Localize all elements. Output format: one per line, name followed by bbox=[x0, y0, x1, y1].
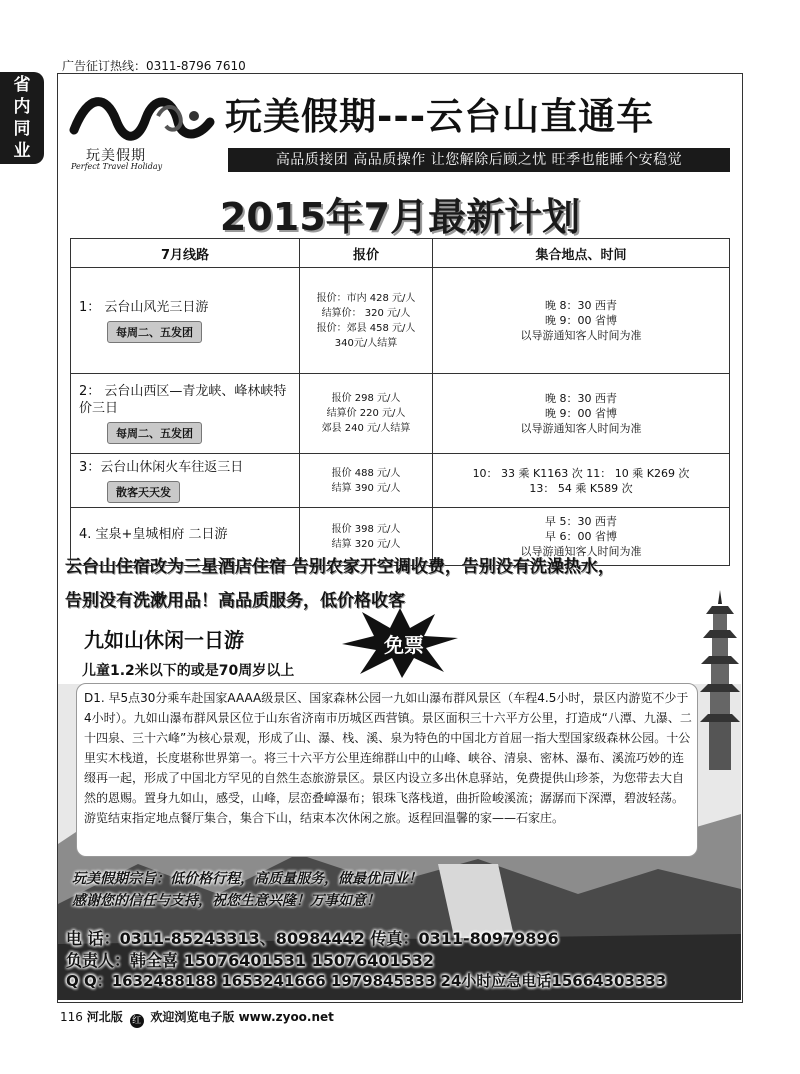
edition-label: 河北版 bbox=[86, 1010, 123, 1024]
meeting-line: 晚 8：30 西青 bbox=[545, 392, 617, 405]
price-cell bbox=[300, 374, 433, 454]
meeting-line: 以导游通知客人时间为准 bbox=[520, 545, 642, 558]
meeting-line: 10： 33 乘 K1163 次 11： 10 乘 K269 次 bbox=[472, 466, 690, 480]
pagoda-icon bbox=[700, 590, 740, 770]
departure-badge: 每周二、五发团 bbox=[107, 321, 202, 343]
col-header-price: 报价 bbox=[300, 239, 433, 268]
slogan-banner: 高品质接团 高品质操作 让您解除后顾之忧 旺季也能睡个安稳觉 bbox=[228, 148, 730, 172]
contact-qq: Q Q：1632488188 1653241666 1979845333 24小时应急电话15664303333 bbox=[66, 972, 667, 990]
price-line: 结算价： 320 元/人 bbox=[321, 307, 411, 319]
price-line: 结算 320 元/人 bbox=[331, 538, 401, 550]
logo-text-en: Perfect Travel Holiday bbox=[71, 162, 163, 171]
meeting-line: 晚 9：00 省博 bbox=[545, 314, 617, 327]
motto-line2: 感谢您的信任与支持，祝您生意兴隆！万事如意！ bbox=[72, 893, 380, 909]
price-cell bbox=[300, 268, 433, 374]
route-name: 3：云台山休闲火车往返三日 bbox=[79, 459, 244, 475]
side-tab-char: 同 bbox=[13, 119, 31, 139]
departure-badge: 每周二、五发团 bbox=[107, 422, 202, 444]
route-cell bbox=[71, 374, 300, 454]
itinerary-text: D1. 早5点30分乘车赴国家AAAA级景区、国家森林公园一九如山瀑布群风景区（车程4.5小时，景区内游览不少于4小时）。九如山瀑布群风景区位于山东省济南市历城区西营镇。景区面积三十六平方公里，打造成“八潭、九瀑、二十四泉、三十六峰”为核心景观，形成了山、瀑、栈、溪、泉为特色的中国北方首屈一指大型国家级森林公园。十公里实木栈道，长度堪称世界第一。将三十六平方公里连绵群山中的山峰、峡谷、清泉、密林、瀑布、溪流巧妙的连缀再一起，形成了中国北方罕见的自然生态旅游景区。景区内设立多出休息驿站，免费提供山珍茶，为您带去大自然的恩赐。置身九如山，感受，山峰，层峦叠嶂瀑布；银珠飞落栈道，曲折险峻溪流；潺潺而下深潭，碧波轻荡。游览结束指定地点餐厅集合，集合下山，结束本次休闲之旅。返程回温馨的家——石家庄。 bbox=[84, 691, 692, 825]
meeting-line: 以导游通知客人时间为准 bbox=[520, 422, 642, 435]
col-header-route: 7月线路 bbox=[71, 239, 300, 268]
jiuru-subtitle: 儿童1.2米以下的或是70周岁以上 bbox=[82, 663, 295, 679]
motto-line1: 玩美假期宗旨：低价格行程，高质量服务，做最优同业！ bbox=[72, 871, 422, 887]
side-tab-char: 业 bbox=[13, 141, 31, 161]
routes-table bbox=[70, 238, 730, 566]
price-line: 结算 390 元/人 bbox=[331, 482, 401, 494]
table-row bbox=[71, 454, 730, 508]
table-row bbox=[71, 374, 730, 454]
meeting-line: 以导游通知客人时间为准 bbox=[520, 329, 642, 342]
logo-text-cn: 玩美假期 bbox=[86, 148, 146, 164]
hotel-notice-line1: 云台山住宿改为三星酒店住宿 告别农家开空调收费，告别没有洗澡热水， bbox=[65, 557, 615, 577]
contact-phone: 电 话：0311-85243313、80984442 传真：0311-80979896 bbox=[66, 929, 559, 948]
page-number: 116 bbox=[60, 1010, 83, 1024]
price-line: 报价 398 元/人 bbox=[331, 523, 401, 535]
price-line: 报价：郊县 458 元/人 bbox=[316, 322, 416, 334]
route-name: 2： 云台山西区—青龙峡、峰林峡特价三日 bbox=[79, 384, 287, 416]
plan-title: 2015年7月最新计划 bbox=[219, 195, 581, 239]
price-line: 郊县 240 元/人结算 bbox=[321, 423, 411, 434]
jiuru-title: 九如山休闲一日游 bbox=[84, 628, 244, 652]
price-line: 报价 298 元/人 bbox=[331, 393, 401, 404]
table-header-row bbox=[71, 239, 730, 268]
table-row bbox=[71, 268, 730, 374]
meeting-cell bbox=[433, 268, 730, 374]
price-line: 结算价 220 元/人 bbox=[326, 408, 406, 419]
meeting-line: 晚 9：00 省博 bbox=[545, 407, 617, 420]
meeting-cell bbox=[433, 374, 730, 454]
route-name: 1： 云台山风光三日游 bbox=[79, 299, 209, 315]
departure-badge: 散客天天发 bbox=[107, 481, 180, 503]
route-cell bbox=[71, 268, 300, 374]
contact-person: 负责人：韩全喜 15076401531 15076401532 bbox=[66, 951, 435, 970]
route-name: 4. 宝泉+皇城相府 二日游 bbox=[79, 526, 228, 542]
meeting-line: 13： 54 乘 K589 次 bbox=[529, 481, 633, 495]
footer-link[interactable]: 欢迎浏览电子版 www.zyoo.net bbox=[150, 1010, 334, 1024]
edition-icon: 红 bbox=[130, 1014, 144, 1028]
meeting-line: 早 5：30 西青 bbox=[545, 515, 617, 528]
price-line: 报价：市内 428 元/人 bbox=[316, 292, 416, 304]
meeting-line: 晚 8：30 西青 bbox=[545, 299, 617, 312]
side-tab bbox=[0, 72, 44, 164]
main-title: 玩美假期---云台山直通车 bbox=[225, 95, 655, 138]
price-cell bbox=[300, 454, 433, 508]
route-cell bbox=[71, 454, 300, 508]
col-header-meeting: 集合地点、时间 bbox=[433, 239, 730, 268]
price-line: 340元/人结算 bbox=[334, 337, 398, 349]
side-tab-char: 内 bbox=[13, 97, 31, 117]
side-tab-char: 省 bbox=[13, 75, 31, 95]
page-footer bbox=[60, 1008, 334, 1028]
free-badge: 免票 bbox=[384, 633, 424, 657]
hotel-notice-line2: 告别没有洗漱用品！高品质服务，低价格收客 bbox=[65, 591, 405, 611]
ad-hotline: 广告征订热线：0311-8796 7610 bbox=[62, 59, 246, 73]
price-line: 报价 488 元/人 bbox=[331, 467, 401, 479]
meeting-line: 早 6：00 省博 bbox=[545, 530, 617, 543]
meeting-cell bbox=[433, 454, 730, 508]
